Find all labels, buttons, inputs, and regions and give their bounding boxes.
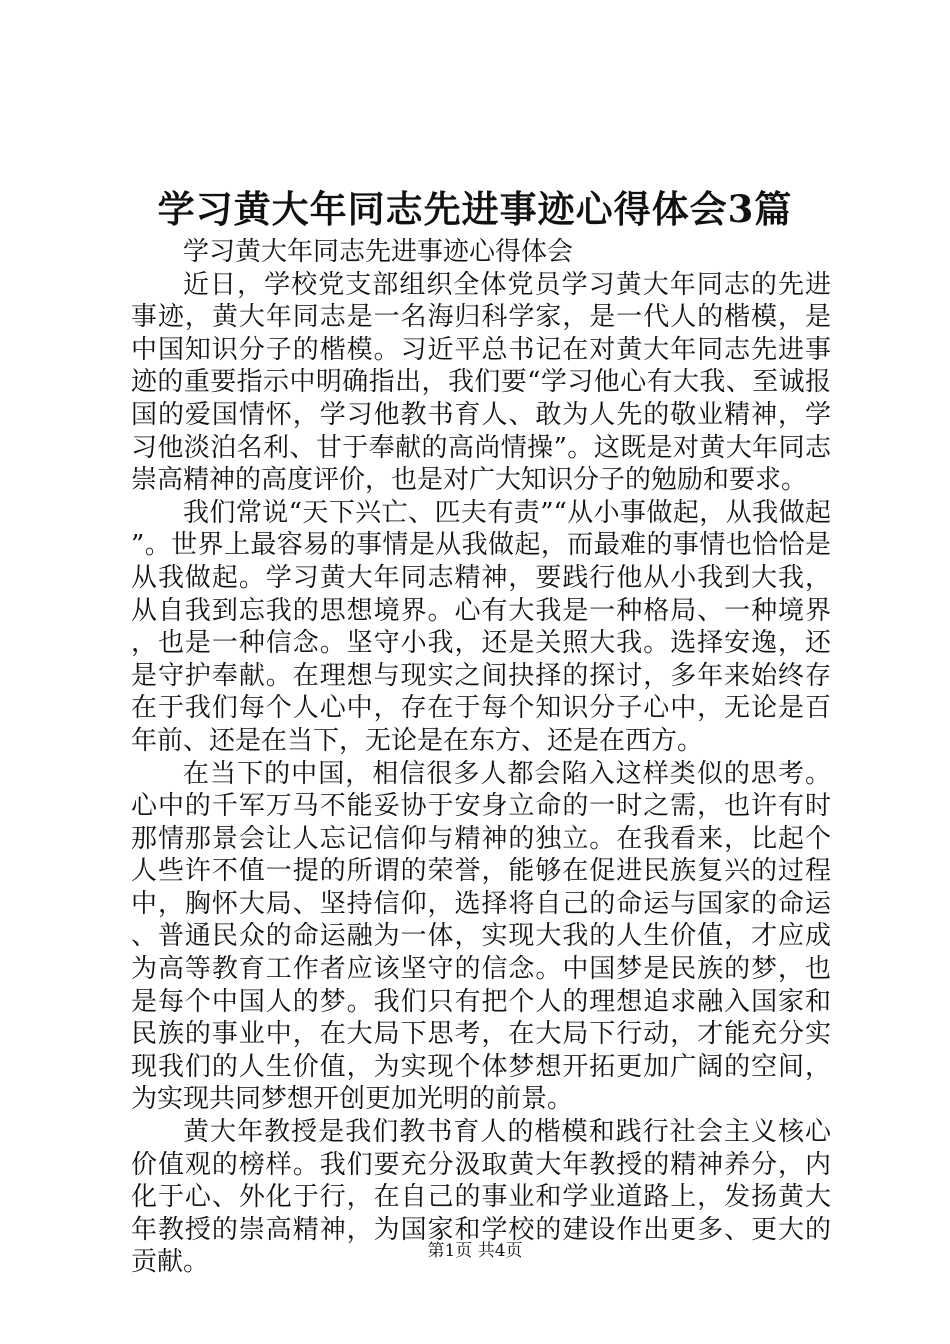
paragraph-3: 在当下的中国，相信很多人都会陷入这样类似的思考。心中的千军万马不能妥协于安身立命的一时之需，也许有时那情那景会让人忘记信仰与精神的独立。在我看来，比起个人些许不值一提的所谓的荣誉，能够在促进民族复兴的过程中，胸怀大局、坚持信仰，选择将自己的命运与国家的命运、普通民众的命运融为一体，实现大我的人生价值，才应成为高等教育工作者应该坚守的信念。中国梦是民族的梦，也是每个中国人的梦。我们只有把个人的理想追求融入国家和民族的事业中，在大局下思考，在大局下行动，才能充分实现我们的人生价值，为实现个体梦想开拓更加广阔的空间，为实现共同梦想开创更加光明的前景。	[131, 758, 831, 1115]
paragraph-1: 近日，学校党支部组织全体党员学习黄大年同志的先进事迹，黄大年同志是一名海归科学家，是一代人的楷模，是中国知识分子的楷模。习近平总书记在对黄大年同志先进事迹的重要指示中明确指出，我们要“学习他心有大我、至诚报国的爱国情怀，学习他教书育人、敢为人先的敬业精神，学习他淡泊名利、甘于奉献的高尚情操”。这既是对黄大年同志崇高精神的高度评价，也是对广大知识分子的勉励和要求。	[131, 269, 831, 496]
paragraph-2: 我们常说“天下兴亡、匹夫有责”“从小事做起，从我做起”。世界上最容易的事情是从我做起，而最难的事情也恰恰是从我做起。学习黄大年同志精神，要践行他从小我到大我，从自我到忘我的思想境界。心有大我是一种格局、一种境界，也是一种信念。坚守小我，还是关照大我。选择安逸，还是守护奉献。在理想与现实之间抉择的探讨，多年来始终存在于我们每个人心中，存在于每个知识分子心中，无论是百年前、还是在当下，无论是在东方、还是在西方。	[131, 497, 831, 756]
paragraph-4: 黄大年教授是我们教书育人的楷模和践行社会主义核心价值观的榜样。我们要充分汲取黄大年教授的精神养分，内化于心、外化于行，在自己的事业和学业道路上，发扬黄大年教授的崇高精神，为国家和学校的建设作出更多、更大的贡献。	[131, 1117, 831, 1278]
document-body	[131, 236, 831, 1279]
document-title: 学习黄大年同志先进事迹心得体会3篇	[157, 187, 793, 231]
page-footer: 第1页 共4页	[427, 1241, 523, 1261]
section-subtitle: 学习黄大年同志先进事迹心得体会	[183, 237, 574, 267]
